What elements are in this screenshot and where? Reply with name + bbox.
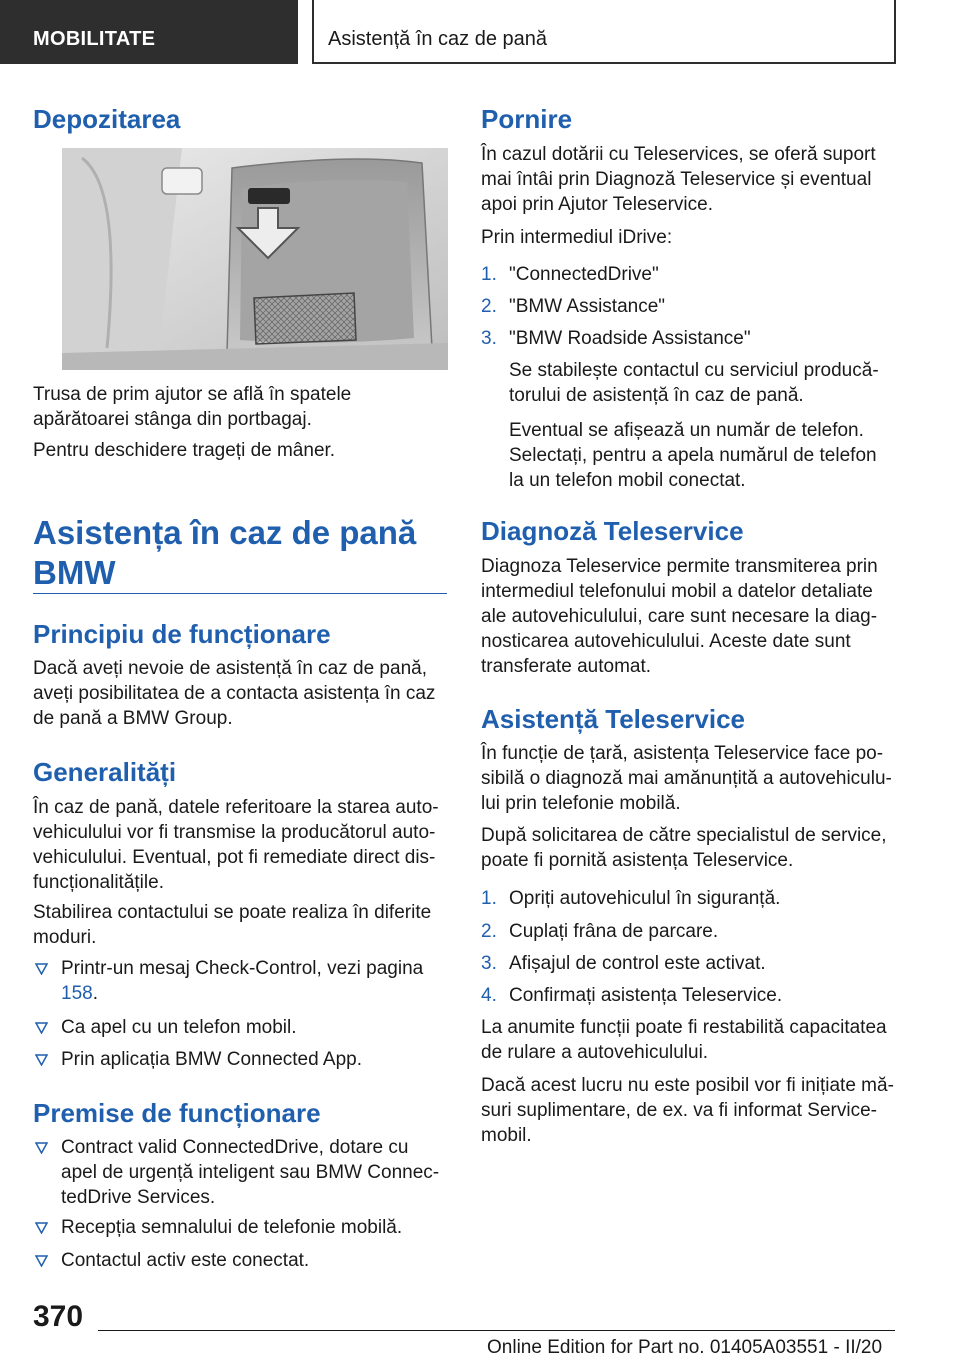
main-title-line-2: BMW (33, 554, 116, 591)
premises-heading: Premise de funcționare (33, 1098, 321, 1128)
header-chapter-tab (312, 0, 896, 64)
main-title-line-1: Asistența în caz de pană (33, 514, 417, 551)
step-number: 2. (481, 296, 497, 317)
general-bullet-3: Prin aplicația BMW Connected App. (61, 1049, 362, 1070)
bullet-triangle-icon (35, 1255, 48, 1267)
diagnosis-paragraph: Diagnoza Teleservice permite transmiterea prin intermediul telefonului mobil a datelor detaliate ale autovehiculului, care sunt necesare la diagnosticarea autovehiculului. Aceste date sunt transferate automat. (481, 556, 878, 677)
general-bullet-2: Ca apel cu un telefon mobil. (61, 1017, 297, 1038)
storage-paragraph-1: Trusa de prim ajutor se află în spatele apărătoarei stânga din portbagaj. (33, 384, 352, 430)
assistance-paragraph-2: După solicitarea de către specialistul de service, poate fi pornită asistența Teleservice. (481, 825, 887, 871)
step-number: 4. (481, 985, 497, 1006)
assistance-paragraph-1: În funcție de țară, asistența Teleservice face posibilă o diagnoză mai amănunțită a autovehiculului prin telefonie mobilă. (481, 743, 892, 814)
general-heading: Generalități (33, 757, 177, 787)
step-number: 3. (481, 953, 497, 974)
principle-heading: Principiu de funcționare (33, 619, 331, 649)
principle-paragraph: Dacă aveți nevoie de asistență în caz de pană, aveți posibilitatea de a contacta asistența în caz de pană a BMW Group. (33, 658, 436, 729)
start-heading: Pornire (481, 104, 573, 134)
teleservice-step-3: Afișajul de control este activat. (509, 953, 766, 974)
page-reference-link[interactable]: 158 (61, 983, 93, 1004)
step-number: 1. (481, 264, 497, 285)
bullet-triangle-icon (35, 1054, 48, 1066)
teleservice-step-2: Cuplați frâna de parcare. (509, 921, 719, 942)
page-number: 370 (33, 1300, 84, 1333)
idrive-step-3: "BMW Roadside Assistance" (509, 328, 751, 349)
bullet-triangle-icon (35, 963, 48, 975)
idrive-step-3-note-1: Se stabilește contactul cu serviciul producătorului de asistență în caz de pană. (509, 360, 879, 406)
premises-bullet-2: Recepția semnalului de telefonie mobilă. (61, 1217, 403, 1238)
idrive-step-2: "BMW Assistance" (509, 296, 666, 317)
general-paragraph-2: Stabilirea contactului se poate realiza în diferite moduri. (33, 902, 432, 948)
idrive-step-3-note-2: Eventual se afișează un număr de telefon. Selectați, pentru a apela numărul de telefon la un telefon mobil conectat. (509, 420, 877, 491)
storage-paragraph-2: Pentru deschidere trageți de mâner. (33, 440, 336, 461)
step-number: 3. (481, 328, 497, 349)
assistance-paragraph-4: Dacă acest lucru nu este posibil vor fi inițiate măsuri suplimentare, de ex. va fi informat Service-mobil. (481, 1075, 894, 1146)
bullet-triangle-icon (35, 1222, 48, 1234)
assistance-heading: Asistență Teleservice (481, 704, 745, 734)
header-section-label: MOBILITATE (33, 28, 156, 50)
header-chapter-label: Asistență în caz de pană (328, 28, 548, 50)
footer-edition-text: Online Edition for Part no. 01405A03551 - II/20 (487, 1337, 883, 1358)
main-title (33, 513, 447, 593)
footer-divider (98, 1330, 895, 1331)
diagnosis-heading: Diagnoză Teleservice (481, 516, 744, 546)
general-paragraph-1: În caz de pană, datele referitoare la starea autovehiculului vor fi transmise la producătorul autovehiculului. Eventual, pot fi remediate direct disfuncționalitățile. (33, 797, 439, 893)
first-aid-kit-photo (62, 148, 448, 370)
start-paragraph-2: Prin intermediul iDrive: (481, 227, 673, 248)
teleservice-step-1: Opriți autovehiculul în siguranță. (509, 888, 781, 909)
premises-bullet-3: Contactul activ este conectat. (61, 1250, 310, 1271)
general-bullet-1: Printr-un mesaj Check-Control, vezi pagina 158. (61, 958, 424, 1004)
header-section-tab (0, 0, 298, 64)
teleservice-step-4: Confirmați asistența Teleservice. (509, 985, 783, 1006)
step-number: 2. (481, 921, 497, 942)
start-paragraph-1: În cazul dotării cu Teleservices, se oferă suport mai întâi prin Diagnoză Teleservice și eventual apoi prin Ajutor Teleservice. (481, 144, 876, 215)
bullet-triangle-icon (35, 1022, 48, 1034)
step-number: 1. (481, 888, 497, 909)
bullet-triangle-icon (35, 1142, 48, 1154)
premises-bullet-1: Contract valid ConnectedDrive, dotare cu apel de urgență inteligent sau BMW ConnectedDrive Services. (61, 1137, 440, 1208)
trunk-panel-illustration (62, 148, 448, 370)
storage-heading: Depozitarea (33, 104, 181, 134)
idrive-step-1: "ConnectedDrive" (509, 264, 659, 285)
title-divider (33, 593, 447, 594)
assistance-paragraph-3: La anumite funcții poate fi restabilită capacitatea de rulare a autovehiculului. (481, 1017, 887, 1063)
